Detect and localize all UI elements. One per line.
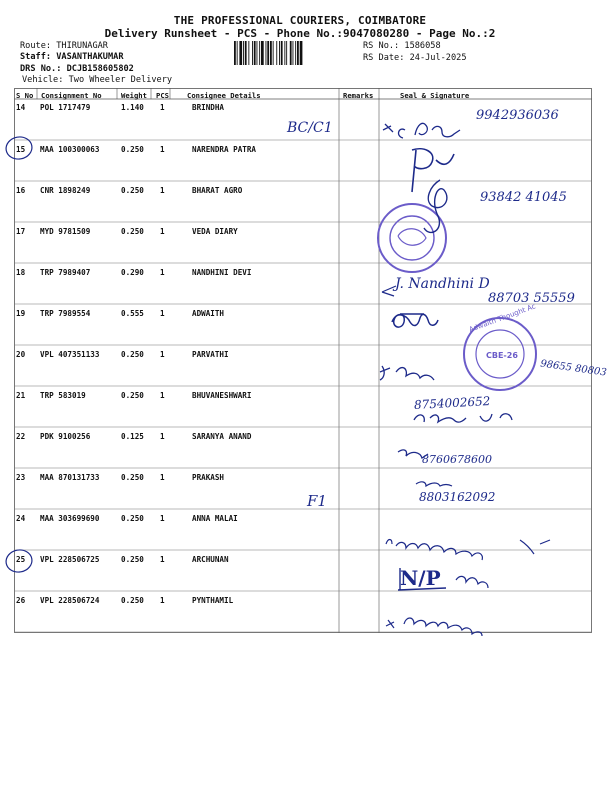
row-sno: 22 <box>16 432 26 441</box>
barcode-bar <box>261 41 264 65</box>
runsheet-subtitle: Delivery Runsheet - PCS - Phone No.:9047080280 - Page No.:2 <box>104 27 496 40</box>
runsheet-table-grid <box>14 88 592 633</box>
row-consignee: NANDHINI DEVI <box>192 268 252 277</box>
row-consignee: PARVATHI <box>192 350 229 359</box>
col-header-pcs: PCS <box>156 91 169 100</box>
row-sno: 15 <box>16 145 26 154</box>
handwritten-phone-row22: 8760678600 <box>422 453 492 466</box>
vehicle-label: Vehicle: <box>22 75 64 85</box>
drs-value: DCJB158605802 <box>66 64 134 74</box>
barcode-bar <box>234 41 236 65</box>
rs-date-label: RS Date: <box>363 53 405 63</box>
barcode-bar <box>295 41 296 65</box>
row-consignee: VEDA DIARY <box>192 227 238 236</box>
row-consignee: BHUVANESHWARI <box>192 391 252 400</box>
row-consignment-no: POL 1717479 <box>40 103 91 112</box>
row-consignment-no: MAA 303699690 <box>40 514 100 523</box>
staff-line <box>20 52 124 63</box>
barcode-bar <box>254 41 256 65</box>
row-pcs: 1 <box>160 309 165 318</box>
route-label: Route: <box>20 41 52 51</box>
row-weight: 0.555 <box>121 309 144 318</box>
row-weight: 0.250 <box>121 473 144 482</box>
drs-label: DRS No.: <box>20 64 62 74</box>
row-pcs: 1 <box>160 596 165 605</box>
barcode-bar <box>267 41 269 65</box>
row-sno: 19 <box>16 309 26 318</box>
row-consignment-no: CNR 1898249 <box>40 186 91 195</box>
col-header-sno: S No <box>16 91 34 100</box>
barcode-bar <box>248 41 249 65</box>
vehicle-value: Two Wheeler Delivery <box>68 75 173 85</box>
barcode-bar <box>257 41 258 65</box>
row-weight: 0.125 <box>121 432 144 441</box>
rs-no-line <box>363 41 441 52</box>
row-weight: 0.250 <box>121 514 144 523</box>
row-sno: 21 <box>16 391 26 400</box>
route-value: THIRUNAGAR <box>56 41 108 51</box>
row-sno: 25 <box>16 555 26 564</box>
handwritten-remark-row23: F1 <box>307 492 327 510</box>
row-consignee: BRINDHA <box>192 103 225 112</box>
row-weight: 0.290 <box>121 268 144 277</box>
row-pcs: 1 <box>160 227 165 236</box>
row-weight: 0.250 <box>121 350 144 359</box>
barcode-bar <box>245 41 247 65</box>
barcode-bar <box>276 41 277 65</box>
row-consignee: NARENDRA PATRA <box>192 145 257 154</box>
row-consignment-no: MAA 870131733 <box>40 473 100 482</box>
drs-line <box>20 64 134 75</box>
row-consignment-no: TRP 7989407 <box>40 268 91 277</box>
row-sno: 23 <box>16 473 26 482</box>
row-pcs: 1 <box>160 145 165 154</box>
row-weight: 0.250 <box>121 391 144 400</box>
staff-label: Staff: <box>20 52 52 62</box>
row-sno: 20 <box>16 350 26 359</box>
row-pcs: 1 <box>160 391 165 400</box>
row-sno: 17 <box>16 227 26 236</box>
barcode-bar <box>259 41 260 65</box>
handwritten-phone-row14: 9942936036 <box>476 108 559 123</box>
barcode-bar <box>270 41 272 65</box>
row-consignment-no: VPL 407351133 <box>40 350 100 359</box>
barcode <box>234 41 354 65</box>
row-consignee: SARANYA ANAND <box>192 432 252 441</box>
row-consignment-no: VPL 228506725 <box>40 555 100 564</box>
barcode-bar <box>239 41 242 65</box>
barcode-bar <box>252 41 253 65</box>
row-consignee: ADWAITH <box>192 309 225 318</box>
row-consignee: ANNA MALAI <box>192 514 238 523</box>
handwritten-phone-row23: 8803162092 <box>419 490 496 504</box>
handwritten-phone-row21: 8754002652 <box>413 394 491 412</box>
col-header-consignment: Consignment No <box>41 91 102 100</box>
rs-no-label: RS No.: <box>363 41 400 51</box>
barcode-bar <box>266 41 267 65</box>
staff-value: VASANTHAKUMAR <box>56 52 124 62</box>
row-pcs: 1 <box>160 186 165 195</box>
row-weight: 0.250 <box>121 186 144 195</box>
col-header-remarks: Remarks <box>343 91 374 100</box>
row-pcs: 1 <box>160 473 165 482</box>
rs-no-value: 1586058 <box>404 41 441 51</box>
row-pcs: 1 <box>160 432 165 441</box>
row-consignment-no: MYD 9781509 <box>40 227 91 236</box>
row-sno: 26 <box>16 596 26 605</box>
row-weight: 0.250 <box>121 145 144 154</box>
rs-date-value: 24-Jul-2025 <box>409 53 467 63</box>
vehicle-line <box>22 75 172 86</box>
row-sno: 24 <box>16 514 26 523</box>
stamp-text-center: CBE-26 <box>486 351 518 360</box>
row-weight: 0.250 <box>121 555 144 564</box>
handwritten-np-row25: N/P <box>400 566 441 590</box>
row-weight: 0.250 <box>121 227 144 236</box>
barcode-bar <box>237 41 238 65</box>
row-consignment-no: VPL 228506724 <box>40 596 100 605</box>
barcode-bar <box>290 41 292 65</box>
row-pcs: 1 <box>160 350 165 359</box>
route-line <box>20 41 108 52</box>
handwritten-phone-row18: 88703 55559 <box>488 291 575 306</box>
handwritten-phone-row16: 93842 41045 <box>480 190 567 205</box>
row-sno: 16 <box>16 186 26 195</box>
company-title: THE PROFESSIONAL COURIERS, COIMBATORE <box>173 14 427 27</box>
row-consignee: ARCHUNAN <box>192 555 229 564</box>
row-consignment-no: MAA 100300063 <box>40 145 100 154</box>
barcode-bar <box>243 41 244 65</box>
rs-date-line <box>363 53 467 64</box>
row-weight: 1.140 <box>121 103 144 112</box>
row-consignment-no: TRP 583019 <box>40 391 86 400</box>
barcode-bar <box>293 41 294 65</box>
handwritten-phone-row20: 98655 80803 <box>539 358 607 379</box>
handwritten-remark-row14: BC/C1 <box>287 120 333 136</box>
row-consignee: BHARAT AGRO <box>192 186 243 195</box>
row-consignment-no: TRP 7989554 <box>40 309 91 318</box>
col-header-seal-signature: Seal & Signature <box>400 91 470 100</box>
row-pcs: 1 <box>160 514 165 523</box>
barcode-bar <box>273 41 274 65</box>
barcode-bar <box>300 41 303 65</box>
barcode-bar <box>281 41 283 65</box>
row-consignment-no: PDK 9100256 <box>40 432 91 441</box>
row-consignee: PRAKASH <box>192 473 225 482</box>
row-pcs: 1 <box>160 268 165 277</box>
row-pcs: 1 <box>160 555 165 564</box>
handwritten-name-row18: J. Nandhini D <box>395 276 490 292</box>
row-sno: 18 <box>16 268 26 277</box>
row-pcs: 1 <box>160 103 165 112</box>
col-header-weight: Weight <box>121 91 147 100</box>
row-sno: 14 <box>16 103 26 112</box>
barcode-bar <box>284 41 285 65</box>
barcode-bar <box>279 41 280 65</box>
stamp-text-outer: Adwaith Thought Ac <box>467 302 537 334</box>
col-header-consignee: Consignee Details <box>187 91 261 100</box>
row-consignee: PYNTHAMIL <box>192 596 234 605</box>
barcode-bar <box>286 41 287 65</box>
row-weight: 0.250 <box>121 596 144 605</box>
barcode-bar <box>297 41 299 65</box>
